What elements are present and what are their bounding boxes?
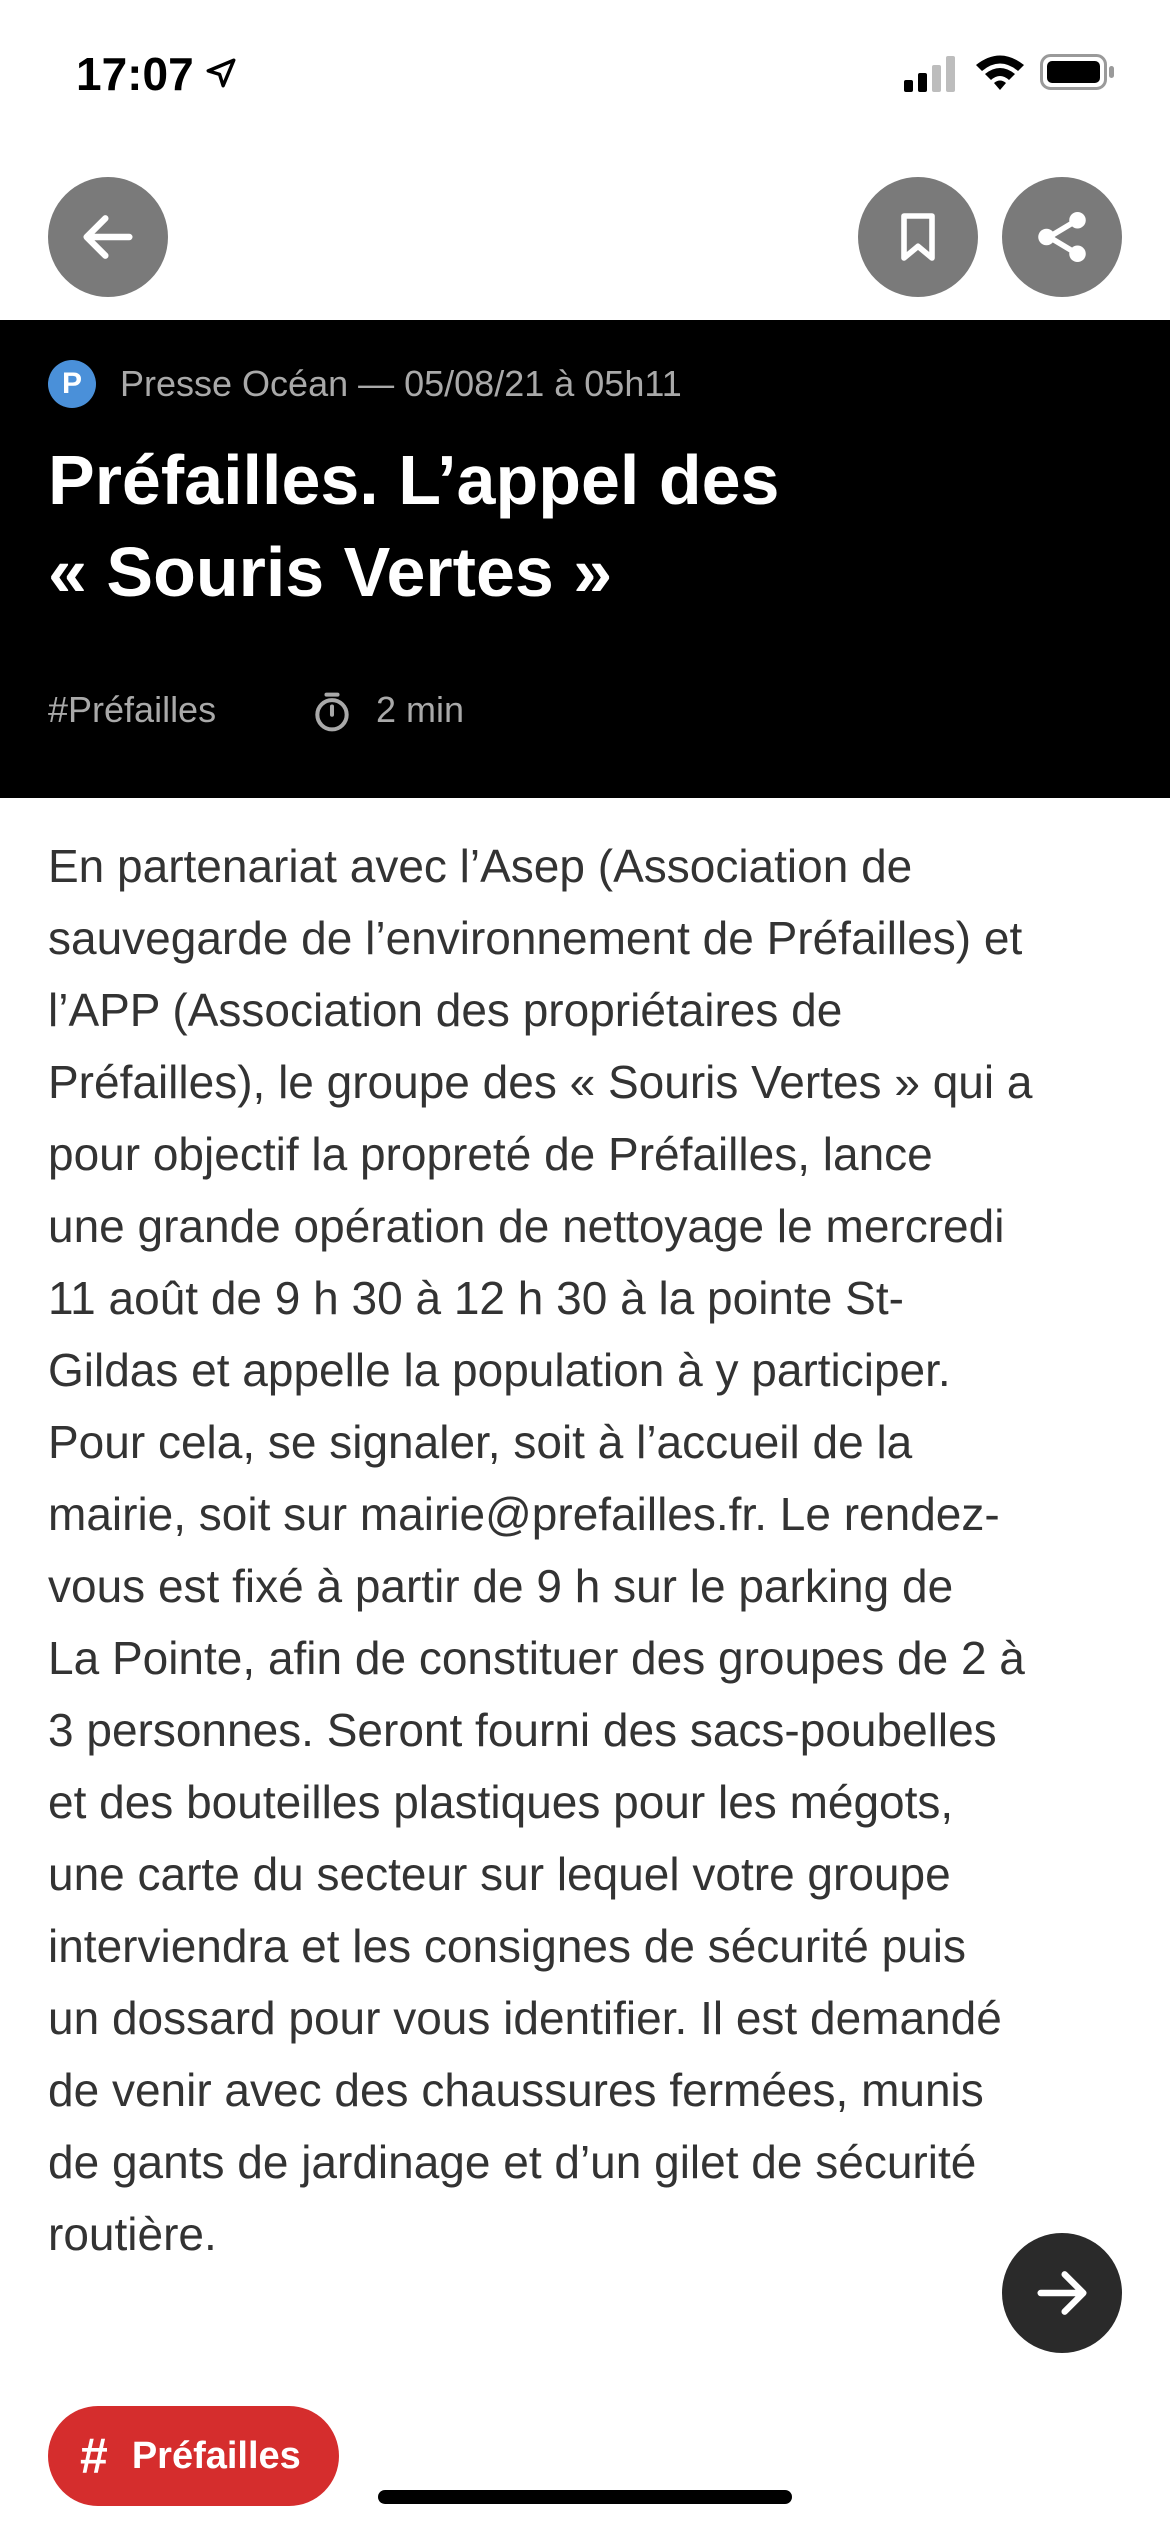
body-line: l’APP (Association des propriétaires de <box>48 984 843 1036</box>
body-line: Gildas et appelle la population à y participer. <box>48 1344 951 1396</box>
arrow-right-icon <box>1030 2261 1094 2325</box>
header-tag-link[interactable]: #Préfailles <box>48 689 217 730</box>
body-line: interviendra et les consignes de sécurité puis <box>48 1920 966 1972</box>
body-line: 3 personnes. Seront fourni des sacs-poubelles <box>48 1704 997 1756</box>
body-line: de venir avec des chaussures fermées, munis <box>48 2064 984 2116</box>
body-line: une carte du secteur sur lequel votre groupe <box>48 1848 951 1900</box>
article-title <box>48 434 1108 618</box>
title-line: « Souris Vertes » <box>48 533 613 611</box>
back-button[interactable] <box>48 177 168 297</box>
tag-chip-label: Préfailles <box>131 2435 301 2477</box>
body-line: La Pointe, afin de constituer des groupes de 2 à <box>48 1632 1025 1684</box>
hash-icon: # <box>80 2428 108 2484</box>
source-logo: P <box>48 360 96 408</box>
source-date-line[interactable]: Presse Océan — 05/08/21 à 05h11 <box>120 363 682 404</box>
article-body <box>48 830 1128 2270</box>
next-article-button[interactable] <box>1002 2233 1122 2353</box>
bookmark-icon <box>890 209 946 265</box>
body-line: vous est fixé à partir de 9 h sur le parking de <box>48 1560 954 1612</box>
body-line: Préfailles), le groupe des « Souris Vertes » qui a <box>48 1056 1033 1108</box>
read-time: 2 min <box>376 689 465 730</box>
body-line: Pour cela, se signaler, soit à l’accueil de la <box>48 1416 913 1468</box>
share-button[interactable] <box>1002 177 1122 297</box>
signal-icon <box>904 56 958 92</box>
battery-icon <box>1040 54 1116 90</box>
home-indicator[interactable] <box>378 2490 792 2504</box>
body-line: une grande opération de nettoyage le mercredi <box>48 1200 1005 1252</box>
bookmark-button[interactable] <box>858 177 978 297</box>
title-line: Préfailles. L’appel des <box>48 441 780 519</box>
body-line: pour objectif la propreté de Préfailles, lance <box>48 1128 933 1180</box>
article-header <box>0 320 1170 798</box>
location-arrow-icon <box>204 56 238 90</box>
body-line: routière. <box>48 2208 217 2260</box>
share-icon <box>1031 206 1093 268</box>
body-line: un dossard pour vous identifier. Il est demandé <box>48 1992 1002 2044</box>
body-line: En partenariat avec l’Asep (Association de <box>48 840 913 892</box>
body-line: mairie, soit sur mairie@prefailles.fr. Le rendez- <box>48 1488 1000 1540</box>
status-time: 17:07 <box>76 48 194 100</box>
arrow-left-icon <box>76 205 140 269</box>
body-line: 11 août de 9 h 30 à 12 h 30 à la pointe St- <box>48 1272 904 1324</box>
wifi-icon <box>974 52 1026 92</box>
tag-chip-prefailles[interactable] <box>48 2406 339 2506</box>
body-line: et des bouteilles plastiques pour les mégots, <box>48 1776 954 1828</box>
timer-icon <box>310 690 354 734</box>
status-bar <box>0 0 1170 140</box>
body-line: de gants de jardinage et d’un gilet de sécurité <box>48 2136 977 2188</box>
body-line: sauvegarde de l’environnement de Préfailles) et <box>48 912 1023 964</box>
